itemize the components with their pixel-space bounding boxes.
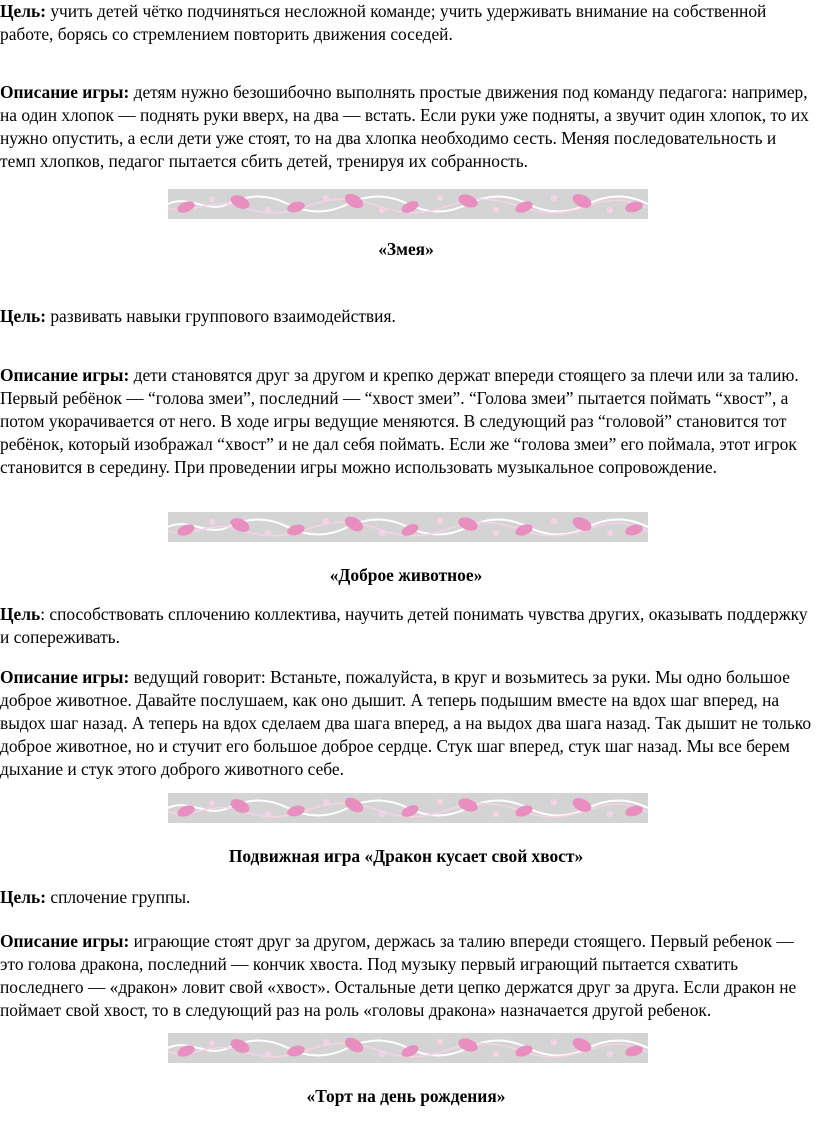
description-label: Описание игры: <box>0 667 130 687</box>
description-paragraph <box>0 364 812 479</box>
description-text: дети становятся друг за другом и крепко держат впереди стоящего за плечи или за талию. Первый ребёнок — “голова змеи”, последний — “хвост змеи”. “Голова змеи” пытается поймать “хвост”, а потом укорачивается от него. В ходе игры ведущие меняются. В следующий раз “головой” становится тот ребёнок, который изображал “хвост” и не дал себя поймать. Если же “голова змеи” его поймала, этот игрок становится в середину. При проведении игры можно использовать музыкальное сопровождение. <box>0 365 799 477</box>
floral-divider-icon <box>168 512 648 542</box>
description-label: Описание игры: <box>0 365 130 385</box>
goal-label: Цель <box>0 604 41 624</box>
goal-paragraph <box>0 0 812 46</box>
description-paragraph <box>0 81 812 173</box>
game-title: «Торт на день рождения» <box>306 1086 506 1106</box>
goal-text: : способствовать сплочению коллектива, научить детей понимать чувства других, оказывать поддержку и сопереживать. <box>0 604 808 647</box>
description-text: играющие стоят друг за другом, держась за талию впереди стоящего. Первый ребенок — это голова дракона, последний — кончик хвоста. Под музыку первый играющий пытается схватить последнего — «дракон» ловит свой «хвост». Остальные дети цепко держатся друг за друга. Если дракон не поймает свой хвост, то в следующий раз на роль «головы дракона» назначается другой ребенок. <box>0 931 797 1020</box>
goal-text: развивать навыки группового взаимодействия. <box>46 306 396 326</box>
goal-label: Цель: <box>0 306 46 326</box>
game-title: Подвижная игра «Дракон кусает свой хвост» <box>228 846 584 866</box>
goal-text: сплочение группы. <box>46 887 191 907</box>
floral-divider-icon <box>168 189 648 219</box>
description-label: Описание игры: <box>0 931 130 951</box>
description-paragraph <box>0 666 812 781</box>
goal-paragraph <box>0 603 812 649</box>
description-label: Описание игры: <box>0 82 130 102</box>
goal-label: Цель: <box>0 1 46 21</box>
floral-divider-icon <box>168 793 648 823</box>
goal-text: учить детей чётко подчиняться несложной команде; учить удерживать внимание на собственной работе, борясь со стремлением повторить движения соседей. <box>0 1 767 44</box>
description-paragraph <box>0 930 812 1022</box>
description-text: ведущий говорит: Встаньте, пожалуйста, в круг и возьмитесь за руки. Мы одно большое доброе животное. Давайте послушаем, как оно дышит. А теперь подышим вместе на вдох шаг вперед, на выдох шаг назад. А теперь на вдох сделаем два шага вперед, а на выдох два шага назад. Так дышит не только доброе животное, но и стучит его большое доброе сердце. Стук шаг вперед, стук шаг назад. Мы все берем дыхание и стук этого доброго животного себе. <box>0 667 812 779</box>
goal-label: Цель: <box>0 887 46 907</box>
game-title: «Змея» <box>378 239 434 259</box>
floral-divider-icon <box>168 1033 648 1063</box>
description-text: детям нужно безошибочно выполнять простые движения под команду педагога: например, на один хлопок — поднять руки вверх, на два — встать. Если руки уже подняты, а звучит один хлопок, то их нужно опустить, а если дети уже стоят, то на два хлопка необходимо сесть. Меняя последовательность и темп хлопков, педагог пытается сбить детей, тренируя их собранность. <box>0 82 809 171</box>
goal-paragraph <box>0 305 812 328</box>
game-title: «Доброе животное» <box>329 565 483 585</box>
goal-paragraph <box>0 886 812 909</box>
